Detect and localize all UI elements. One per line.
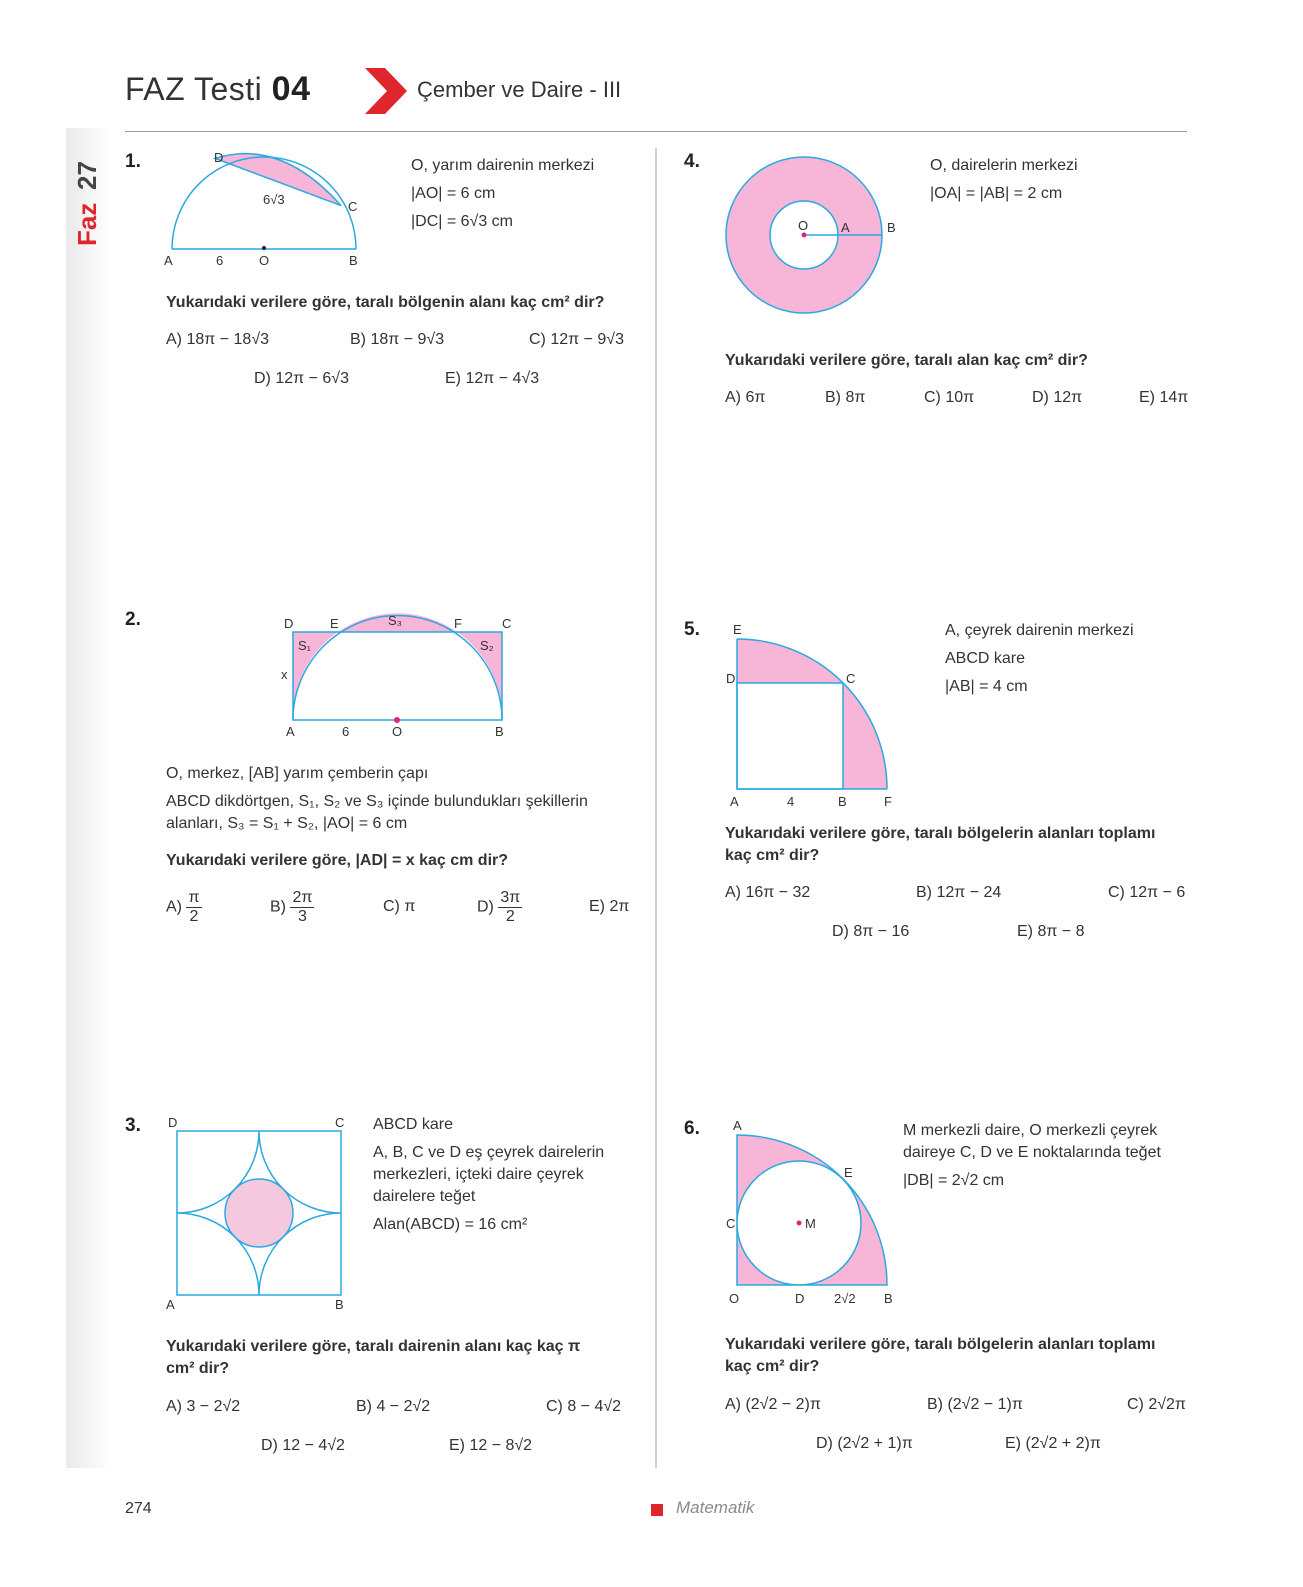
label-db: 2√2: [834, 1291, 856, 1306]
q6-option-d[interactable]: D) (2√2 + 1)π: [816, 1435, 913, 1452]
subject-label: Matematik: [676, 1498, 755, 1517]
q3-figure: [163, 1112, 353, 1314]
question-number: 5.: [684, 619, 700, 640]
label-b: B: [349, 253, 358, 268]
q6-option-e[interactable]: E) (2√2 + 2)π: [1005, 1435, 1101, 1452]
q4-option-d[interactable]: D) 12π: [1032, 389, 1083, 406]
label-m: M: [805, 1216, 816, 1231]
label-c: C: [335, 1115, 345, 1130]
q5-option-e[interactable]: E) 8π − 8: [1017, 923, 1085, 940]
side-number: 27: [72, 161, 102, 190]
label-b: B: [495, 724, 504, 739]
question-number: 2.: [125, 609, 141, 630]
label-b: B: [887, 220, 896, 235]
label-c: C: [348, 199, 358, 214]
label-o: O: [798, 218, 809, 233]
label-o: O: [729, 1291, 740, 1306]
label-a: A: [164, 253, 173, 268]
label-six: 6: [342, 724, 350, 739]
q5-option-d[interactable]: D) 8π − 16: [832, 923, 910, 940]
question-number: 6.: [684, 1118, 700, 1139]
label-s1: S₁: [298, 638, 312, 653]
label-d: D: [214, 150, 224, 165]
label-d: D: [726, 671, 736, 686]
q1-option-a[interactable]: A) 18π − 18√3: [166, 331, 269, 348]
q4-option-e[interactable]: E) 14π: [1139, 389, 1189, 406]
side-strip: [66, 128, 112, 1468]
label-a: A: [841, 220, 850, 235]
page-number: 274: [125, 1500, 152, 1517]
q3-option-a[interactable]: A) 3 − 2√2: [166, 1398, 241, 1415]
question-number: 3.: [125, 1115, 141, 1136]
q3-info: ABCD kare A, B, C ve D eş çeyrek dairelerin merkezleri, içteki daire çeyrek dairelere teğet Alan(ABCD) = 16 cm²: [373, 1116, 605, 1233]
label-c: C: [502, 616, 512, 631]
q5-option-b[interactable]: B) 12π − 24: [916, 884, 1002, 901]
q5-figure: [722, 620, 907, 812]
label-f: F: [454, 616, 462, 631]
label-d: D: [284, 616, 294, 631]
label-b: B: [838, 794, 847, 809]
label-b: B: [884, 1291, 893, 1306]
chevron-right-icon: [365, 68, 409, 114]
label-d: D: [795, 1291, 805, 1306]
label-f: F: [884, 794, 892, 809]
q6-option-a[interactable]: A) (2√2 − 2)π: [725, 1396, 821, 1413]
label-e: E: [844, 1165, 853, 1180]
label-a: A: [166, 1297, 175, 1312]
q3-option-b[interactable]: B) 4 − 2√2: [356, 1398, 431, 1415]
q2-option-e[interactable]: E) 2π: [589, 898, 630, 915]
label-six: 6: [216, 253, 224, 268]
label-d: D: [168, 1115, 178, 1130]
q3-option-c[interactable]: C) 8 − 4√2: [546, 1398, 622, 1415]
q6-info: M merkezli daire, O merkezli çeyrek daireye C, D ve E noktalarında teğet |DB| = 2√2 cm: [903, 1122, 1161, 1189]
label-a: A: [730, 794, 739, 809]
q3-option-e[interactable]: E) 12 − 8√2: [449, 1437, 533, 1454]
header-divider: [125, 131, 1187, 132]
label-a: A: [733, 1118, 742, 1133]
q4-option-a[interactable]: A) 6π: [725, 389, 766, 406]
q1-option-e[interactable]: E) 12π − 4√3: [445, 370, 540, 387]
label-a: A: [286, 724, 295, 739]
label-c: C: [726, 1216, 736, 1231]
q6-figure: [722, 1115, 907, 1315]
page-title: [125, 70, 311, 109]
q2-option-c[interactable]: C) π: [383, 898, 416, 915]
q3-question: Yukarıdaki verilere göre, taralı dairenin alanı kaç kaç π cm² dir?: [166, 1338, 581, 1377]
q1-option-b[interactable]: B) 18π − 9√3: [350, 331, 445, 348]
q5-question: Yukarıdaki verilere göre, taralı bölgelerin alanları toplamı kaç cm² dir?: [725, 825, 1156, 864]
label-o: O: [259, 253, 270, 268]
label-e: E: [733, 622, 742, 637]
question-number: 4.: [684, 151, 700, 172]
label-o: O: [392, 724, 403, 739]
q4-info: O, dairelerin merkezi |OA| = |AB| = 2 cm: [930, 157, 1078, 202]
q6-option-c[interactable]: C) 2√2π: [1127, 1396, 1186, 1413]
q6-question: Yukarıdaki verilere göre, taralı bölgelerin alanları toplamı kaç cm² dir?: [725, 1336, 1156, 1375]
q5-info: A, çeyrek dairenin merkezi ABCD kare |AB| = 4 cm: [945, 622, 1134, 695]
q1-question: Yukarıdaki verilere göre, taralı bölgenin alanı kaç cm² dir?: [166, 294, 605, 311]
q4-question: Yukarıdaki verilere göre, taralı alan kaç cm² dir?: [725, 352, 1088, 369]
q1-option-d[interactable]: D) 12π − 6√3: [254, 370, 349, 387]
q4-option-c[interactable]: C) 10π: [924, 389, 975, 406]
q1-option-c[interactable]: C) 12π − 9√3: [529, 331, 624, 348]
page-subtitle: Çember ve Daire - III: [417, 77, 622, 102]
q6-option-b[interactable]: B) (2√2 − 1)π: [927, 1396, 1023, 1413]
label-four: 4: [787, 794, 795, 809]
q2-option-d[interactable]: D) $\frac{3\pi}{2}$: [477, 889, 521, 925]
label-e: E: [330, 616, 339, 631]
label-s2: S₂: [480, 638, 494, 653]
q2-option-a[interactable]: A) $\frac{\pi}{2}$: [166, 889, 200, 925]
q3-option-d[interactable]: D) 12 − 4√2: [261, 1437, 345, 1454]
question-number: 1.: [125, 151, 141, 172]
brand-logo: Faz: [72, 202, 102, 246]
label-dc: 6√3: [263, 192, 285, 207]
side-label: [62, 150, 114, 250]
title-number: 04: [271, 70, 311, 108]
q4-option-b[interactable]: B) 8π: [825, 389, 866, 406]
title-prefix: FAZ Testi: [125, 71, 263, 107]
q2-option-b[interactable]: B) $\frac{2\pi}{3}$: [270, 889, 313, 925]
label-s3: S₃: [388, 613, 402, 628]
footer-square-icon: [651, 1504, 663, 1516]
q2-info: O, merkez, [AB] yarım çemberin çapı ABCD dikdörtgen, S₁, S₂ ve S₃ içinde bulundukları şekillerin alanları, S₃ = S₁ + S₂, |AO| = 6 cm: [166, 765, 588, 832]
q1-info: O, yarım dairenin merkezi |AO| = 6 cm |DC| = 6√3 cm: [411, 157, 595, 230]
q5-option-a[interactable]: A) 16π − 32: [725, 884, 811, 901]
q5-option-c[interactable]: C) 12π − 6: [1108, 884, 1186, 901]
q1-figure: [160, 148, 370, 268]
label-x: x: [281, 667, 288, 682]
label-b: B: [335, 1297, 344, 1312]
q2-figure: [278, 612, 523, 742]
column-divider: [655, 148, 657, 1468]
label-c: C: [846, 671, 856, 686]
q4-figure: [722, 152, 912, 320]
q2-question: Yukarıdaki verilere göre, |AD| = x kaç cm dir?: [166, 852, 509, 869]
